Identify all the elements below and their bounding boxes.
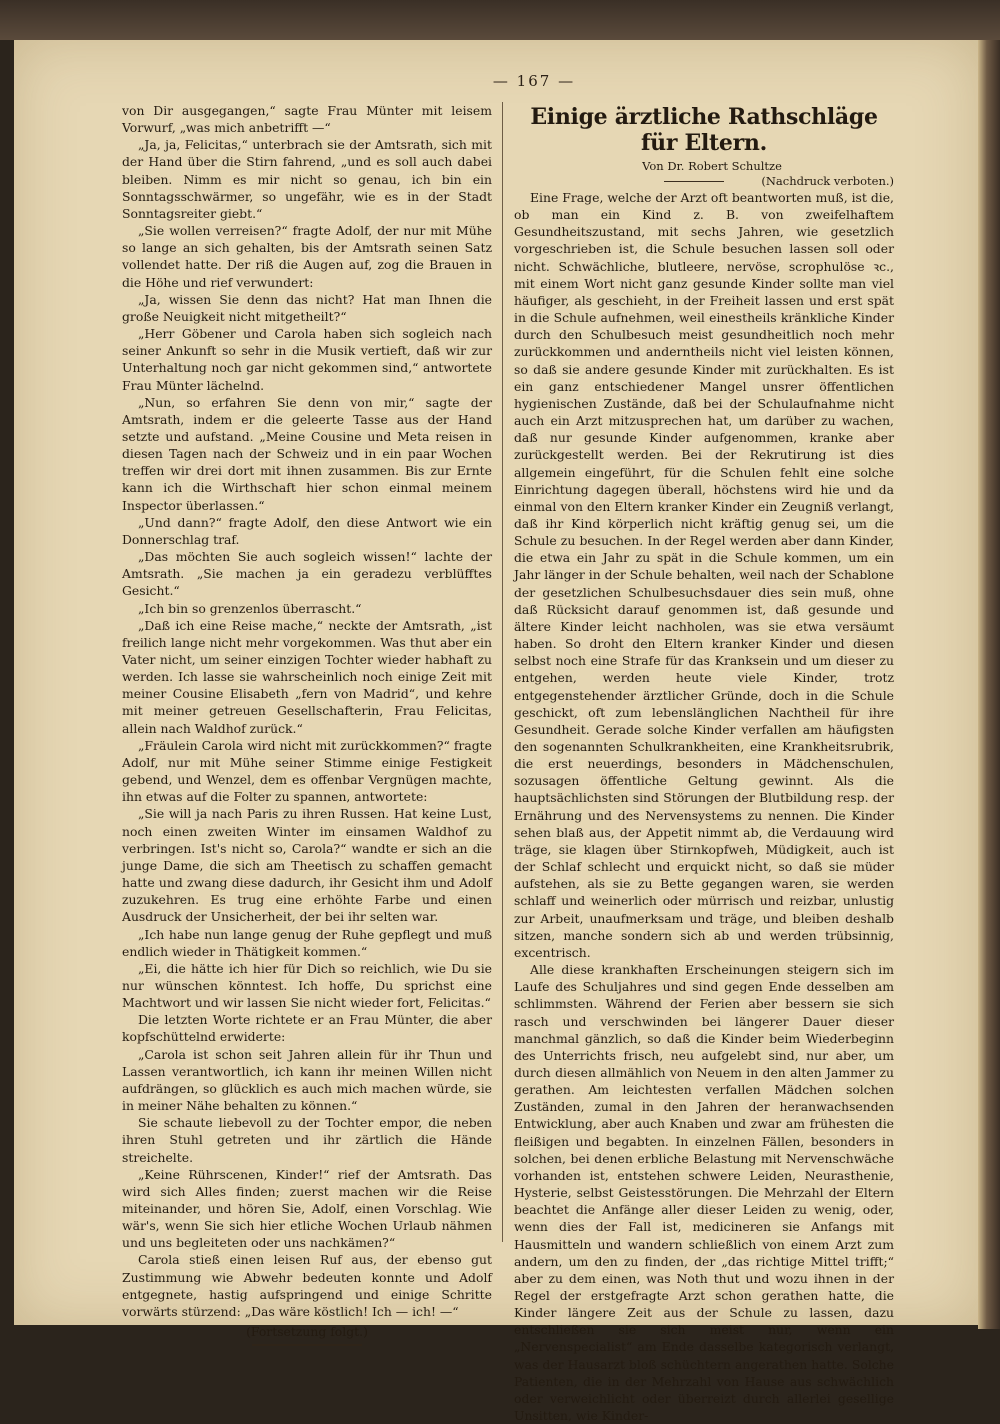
paragraph: „Daß ich eine Reise mache,“ neckte der Amtsrath, „ist freilich lange nicht mehr vorgekommen. Was thut aber ein Vater nicht, um seiner einzigen Tochter wieder habhaft zu werden. Ich lasse sie wahrscheinlich noch einige Zeit mit meiner Cousine Elisabeth „fern von Madrid“, und kehre mit meiner getreuen Gesellschafterin, Frau Felicitas, allein nach Waldhof zurück.“ bbox=[122, 617, 492, 736]
reprint-notice bbox=[514, 174, 894, 189]
paragraph: „Herr Göbener und Carola haben sich sogleich nach seiner Ankunft so sehr in die Musik vertieft, daß wir zur Unterhaltung noch gar nicht gekommen sind,“ antwortete Frau Münter lächelnd. bbox=[122, 326, 492, 393]
paragraph: Carola stieß einen leisen Ruf aus, der ebenso gut Zustimmung wie Abwehr bedeuten konnte und Adolf entgegnete, hastig aufspringend und einige Schritte vorwärts stürzend: „Das wäre köstlich! Ich — ich! —“ bbox=[122, 1252, 492, 1319]
paragraph: „Nun, so erfahren Sie denn von mir,“ sagte der Amtsrath, indem er die geleerte Tasse aus der Hand setzte und aufstand. „Meine Cousine und Meta reisen in diesen Tagen nach der Schweiz und in ein paar Wochen treffen wir drei dort mit ihnen zusammen. Bis zur Ernte kann ich die Wirthschaft hier schon einmal meinem Inspector überlassen.“ bbox=[122, 394, 492, 513]
end-rule bbox=[252, 1344, 362, 1346]
paragraph: von Dir ausgegangen,“ sagte Frau Münter mit leisem Vorwurf, „was mich anbetrifft —“ bbox=[122, 103, 492, 136]
article-title: Einige ärztliche Rathschläge für Eltern. bbox=[530, 104, 878, 156]
paragraph: „Sie will ja nach Paris zu ihren Russen. Hat keine Lust, noch einen zweiten Winter im einsamen Waldhof zu verbringen. Ist's nicht so, Carola?“ wandte er sich an die junge Dame, die sich am Theetisch zu schaffen gemacht hatte und zwang diese dadurch, ihr Gesicht ihm und Adolf zuzukehren. Es trug eine erhöhte Farbe und einen Ausdruck der Unsicherheit, der bei ihr selten war. bbox=[122, 806, 492, 925]
book-top-edge bbox=[0, 0, 1000, 40]
right-column bbox=[514, 104, 894, 1424]
paragraph: Die letzten Worte richtete er an Frau Münter, die aber kopfschüttelnd erwiderte: bbox=[122, 1012, 492, 1045]
column-divider bbox=[502, 102, 503, 1242]
paragraph: „Das möchten Sie auch sogleich wissen!“ lachte der Amtsrath. „Sie machen ja ein geradezu verblüfftes Gesicht.“ bbox=[122, 549, 492, 599]
continuation-note: (Fortsetzung folgt.) bbox=[246, 1324, 368, 1340]
paragraph: „Carola ist schon seit Jahren allein für ihr Thun und Lassen verantwortlich, ich kann ihr meinen Willen nicht aufdrängen, so glücklich es auch mich machen würde, sie in meiner Nähe behalten zu können.“ bbox=[122, 1046, 492, 1114]
article-body bbox=[514, 189, 894, 1424]
paragraph: „Ei, die hätte ich hier für Dich so reichlich, wie Du sie nur wünschen könntest. Ich hoffe, Du sprichst eine Machtwort und wir lassen Sie nicht wieder fort, Felicitas.“ bbox=[122, 960, 492, 1011]
book-page bbox=[14, 40, 978, 1424]
paragraph: „Ich bin so grenzenlos überrascht.“ bbox=[138, 600, 362, 616]
book-spine-edge bbox=[978, 40, 1000, 1329]
paragraph: „Ich habe nun lange genug der Ruhe gepflegt und muß endlich wieder in Thätigkeit kommen.“ bbox=[122, 926, 492, 959]
paragraph: Sie schaute liebevoll zu der Tochter empor, die neben ihren Stuhl getreten und ihr zärtlich die Hände streichelte. bbox=[122, 1115, 492, 1165]
paragraph: Alle diese krankhaften Erscheinungen steigern sich im Laufe des Schuljahres und sind gegen Ende desselben am schlimmsten. Während der Ferien aber bessern sie sich rasch und verschwinden bei längerer Dauer dieser manchmal gänzlich, so daß die Kinder beim Wiederbeginn des Unterrichts frisch, neu aufgelebt sind, nur aber, um durch diesen allmählich von Neuem in den alten Jammer zu gerathen. Am leichtesten verfallen Mädchen solchen Zuständen, zumal in den Jahren der heranwachsenden Entwicklung, aber auch Knaben und zwar am frühesten die fleißigen und begabten. In einzelnen Fällen, besonders in solchen, bei denen erbliche Belastung mit Nervenschwäche vorhanden ist, entstehen schwere Leiden, Neurasthenie, Hysterie, selbst Geistesstörungen. Die Mehrzahl der Eltern beachtet die Anfänge aller dieser Leiden zu wenig, oder, wenn dies der Fall ist, medicineren sie Anfangs mit Hausmitteln und wandern schließlich von einem Arzt zum andern, um den zu finden, der „das richtige Mittel trifft;“ aber zu dem einen, was Noth thut und wozu ihnen in der Regel der erstgefragte Arzt schon gerathen hatte, die Kinder längere Zeit aus der Schule zu lassen, dazu entschließen sie sich meist nur, wenn ein „Nervenspecialist“ am Ende dasselbe kategorisch verlangt, was der Hausarzt bloß schüchtern angerathen hatte. Solche Patienten, die in der Mehrzahl von Hause aus schwächlich oder verweichlicht oder überreizt durch allerlei gesellige Unsitten, wie Kinder- bbox=[514, 962, 894, 1424]
notice-rule bbox=[664, 181, 724, 182]
byline: Von Dr. Robert Schultze bbox=[642, 159, 782, 173]
paragraph: „Keine Rührscenen, Kinder!“ rief der Amtsrath. Das wird sich Alles finden; zuerst machen wir die Reise miteinander, und hören Sie, Adolf, einen Vorschlag. Wie wär's, wenn Sie sich hier etliche Wochen Urlaub nähmen und uns begleiteten oder uns nachkämen?“ bbox=[122, 1166, 492, 1251]
paragraph: Eine Frage, welche der Arzt oft beantworten muß, ist die, ob man ein Kind z. B. von zweifelhaftem Gesundheitszustand, mit sechs Jahren, wie gesetzlich vorgeschrieben ist, die Schule besuchen lassen soll oder nicht. Schwächliche, blutleere, nervöse, scrophulöse ꝛc., mit einem Wort nicht ganz gesunde Kinder sollte man viel häufiger, als geschieht, in der Freiheit lassen und erst spät in die Schule aufnehmen, weil einestheils kränkliche Kinder durch den Schulbesuch meist gesundheitlich noch mehr zurückkommen und anderntheils nicht viel leisten können, so daß sie andere gesunde Kinder mit zurückhalten. Es ist ein ganz entschiedener Mangel unsrer öffentlichen hygienischen Zustände, daß bei der Schulaufnahme nicht auch ein Arzt mitzusprechen hat, um darüber zu wachen, daß nur gesunde Kinder aufgenommen, kranke aber zurückgestellt werden. Bei der Rekrutirung ist dies allgemein eingeführt, für die Schulen fehlt eine solche Einrichtung dagegen überall, höchstens wird hie und da einmal von den Eltern kranker Kinder ein Zeugniß verlangt, daß ihr Kind körperlich nicht kräftig genug sei, um die Schule zu besuchen. In der Regel werden aber dann Kinder, die etwa ein Jahr zu spät in die Schule kommen, um ein Jahr länger in der Schule behalten, weil nach der Schablone der gesetzlichen Schulbesuchsdauer dies sein muß, ohne daß Rücksicht darauf genommen ist, daß gesunde und ältere Kinder leicht nachholen, was sie etwa versäumt haben. So droht den Eltern kranker Kinder und diesen selbst noch eine Strafe für das Kranksein und um dieser zu entgehen, werden heute viele Kinder, trotz entgegenstehender ärztlicher Gründe, doch in die Schule geschickt, oft zum lebenslänglichen Nachtheil für ihre Gesundheit. Gerade solche Kinder verfallen am häufigsten den sogenannten Schulkrankheiten, eine Krankheitsrubrik, die erst neuerdings, besonders in Mädchenschulen, sozusagen öffentliche Geltung gewinnt. Als die hauptsächlichsten sind Störungen der Blutbildung resp. der Ernährung und des Nervensystems zu nennen. Die Kinder sehen blaß aus, der Appetit nimmt ab, die Verdauung wird träge, sie klagen über Stirnkopfweh, Müdigkeit, auch ist der Schlaf schlecht und erquickt nicht, so daß sie müder aufstehen, als sie zu Bette gegangen waren, sie werden schlaff und weinerlich oder mürrisch und reizbar, unlustig zur Arbeit, unaufmerksam und träge, und bleiben deshalb sitzen, manche sondern sich ab und werden trübsinnig, excentrisch. bbox=[514, 190, 894, 960]
paragraph: „Ja, ja, Felicitas,“ unterbrach sie der Amtsrath, sich mit der Hand über die Stirn fahrend, „und es soll auch dabei bleiben. Nimm es mir nicht so genau, ich bin ein Sonntagsschwärmer, so ungefähr, wie es in der Stadt Sonntagsreiter giebt.“ bbox=[122, 137, 492, 221]
paragraph: „Sie wollen verreisen?“ fragte Adolf, der nur mit Mühe so lange an sich gehalten, bis der Amtsrath seinen Satz vollendet hatte. Der riß die Augen auf, zog die Brauen in die Höhe und rief verwundert: bbox=[122, 223, 492, 290]
paragraph: „Und dann?“ fragte Adolf, den diese Antwort wie ein Donnerschlag traf. bbox=[122, 514, 492, 547]
notice-text: (Nachdruck verboten.) bbox=[761, 174, 894, 188]
paragraph: „Ja, wissen Sie denn das nicht? Hat man Ihnen die große Neuigkeit nicht mitgetheilt?“ bbox=[122, 291, 492, 324]
left-column bbox=[122, 102, 492, 1346]
paragraph: „Fräulein Carola wird nicht mit zurückkommen?“ fragte Adolf, nur mit Mühe seiner Stimme einige Festigkeit gebend, und Wenzel, dem es offenbar Vergnügen machte, ihn etwas auf die Folter zu spannen, antwortete: bbox=[122, 737, 492, 805]
page-number: — 167 — bbox=[492, 72, 576, 90]
